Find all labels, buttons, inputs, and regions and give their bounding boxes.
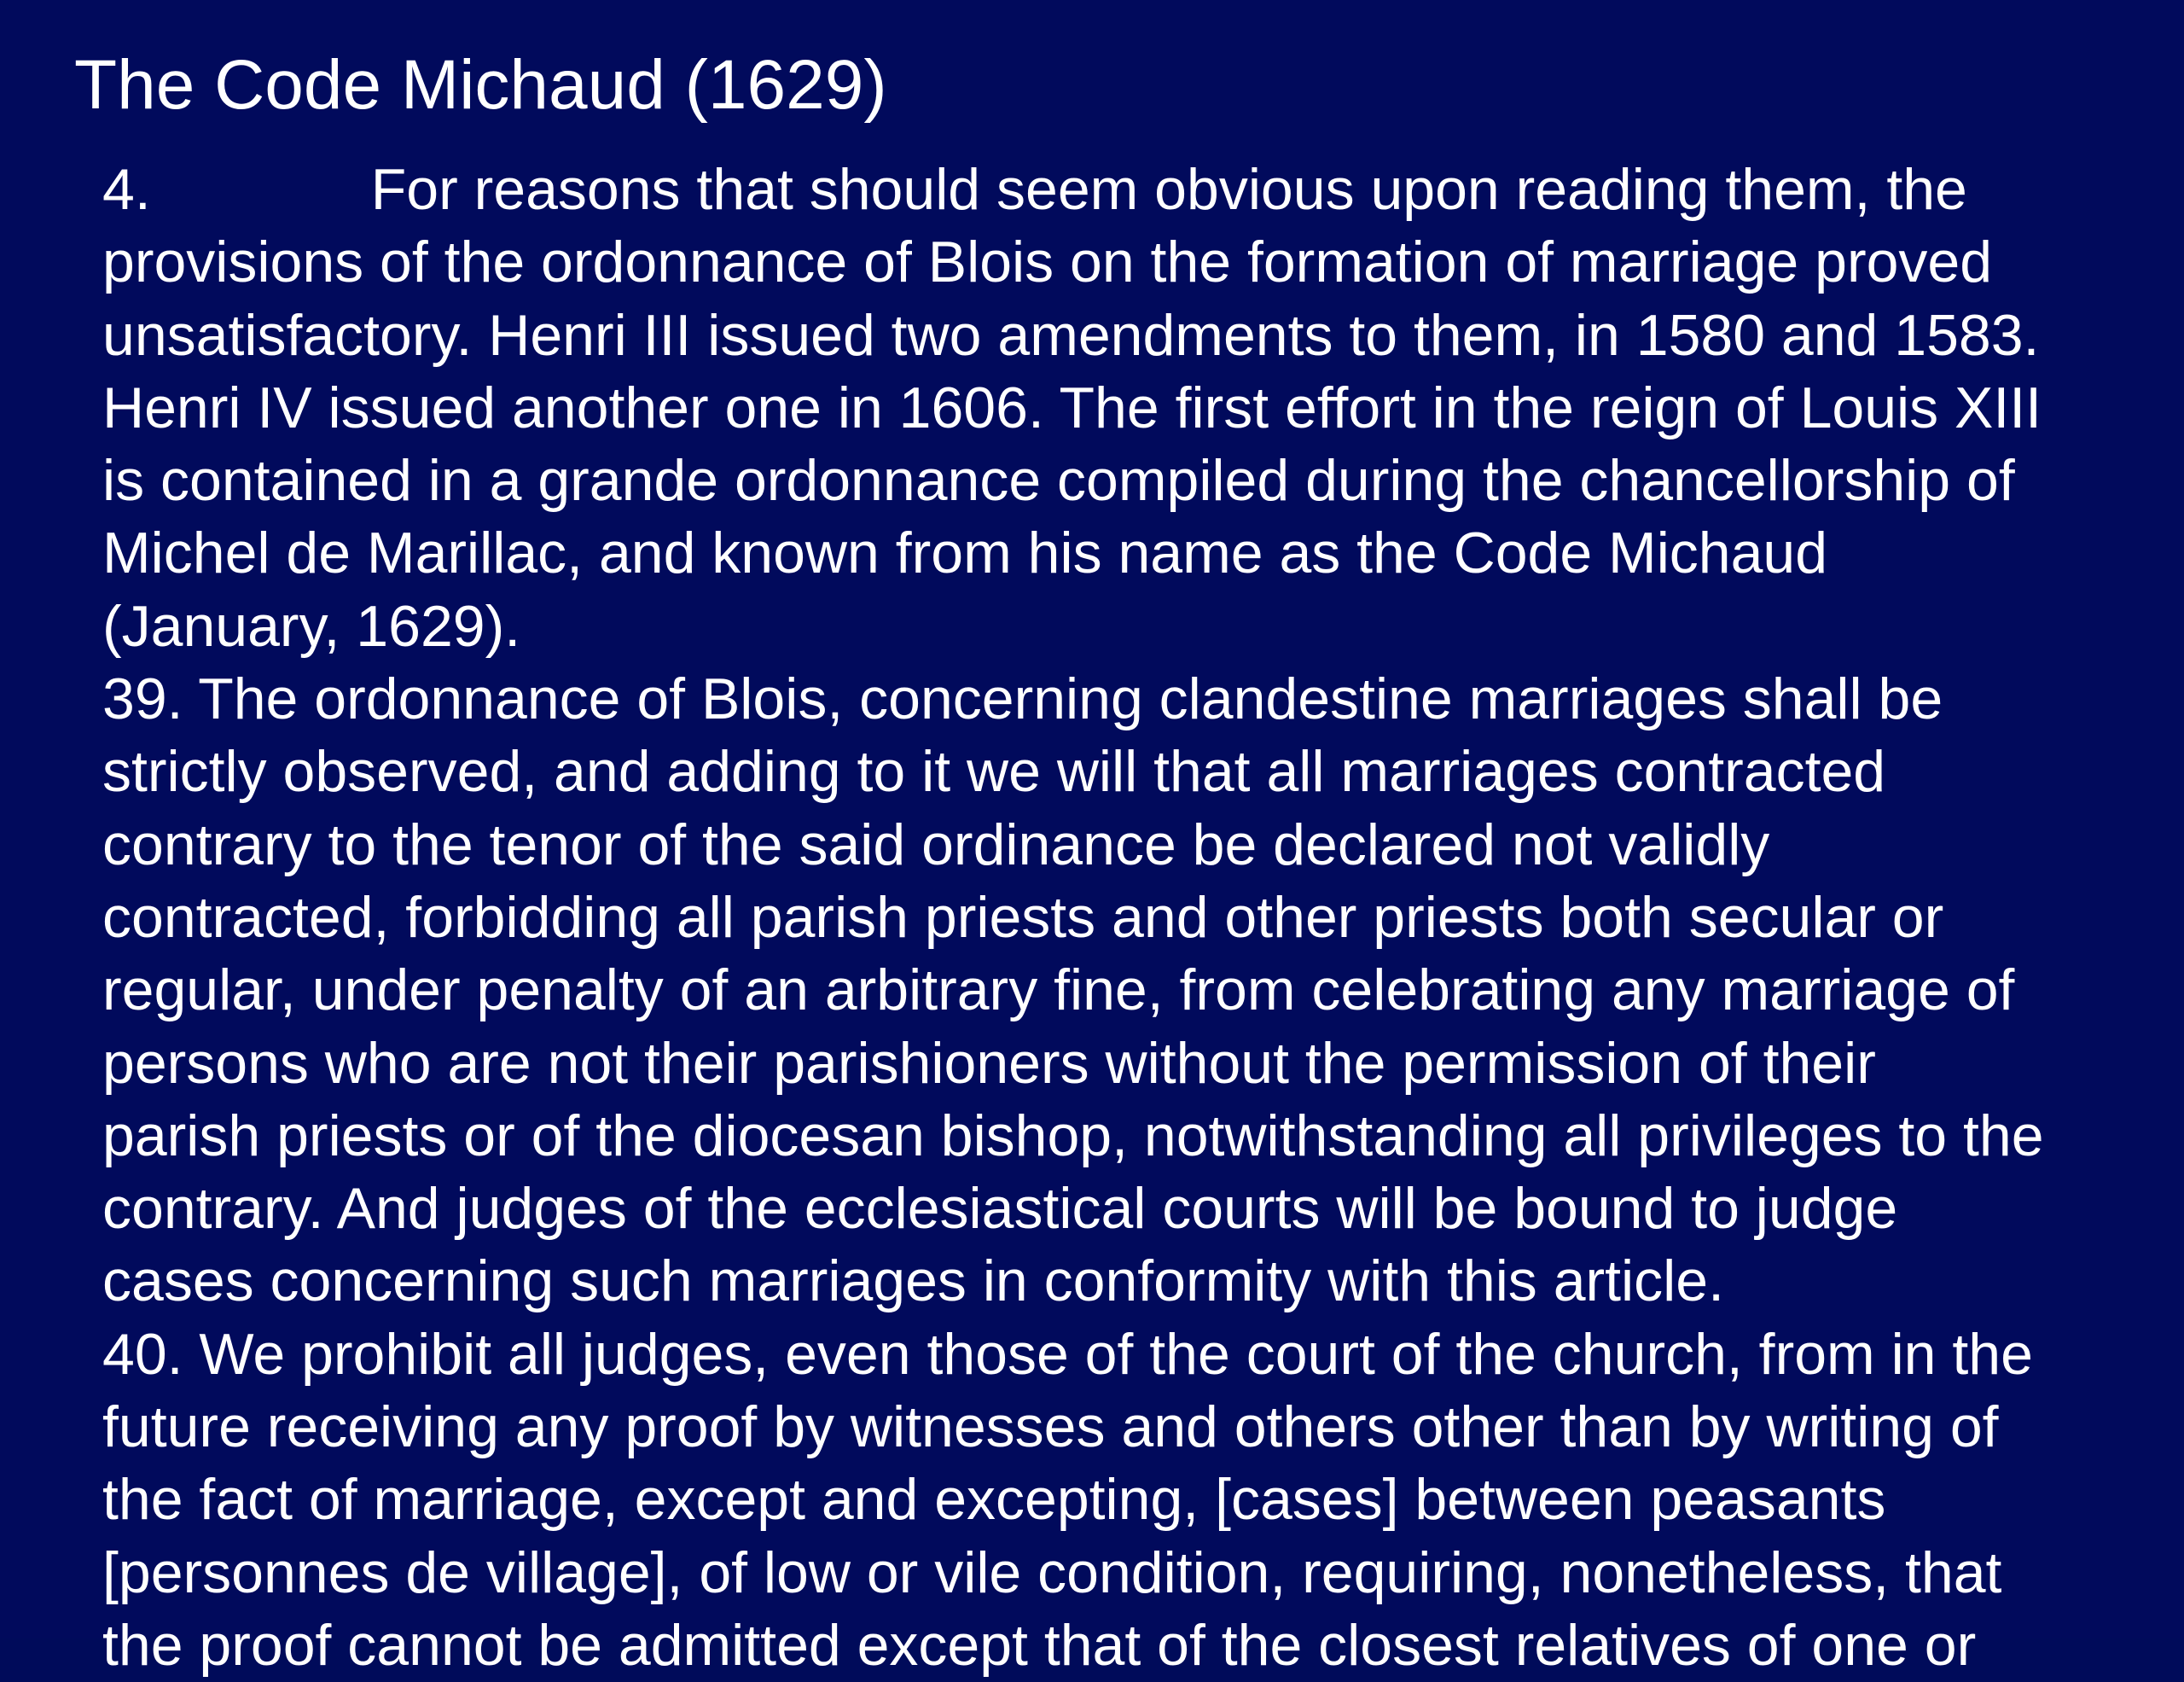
body-line: [personnes de village], of low or vile condition, requiring, nonetheless, that <box>102 1539 2002 1605</box>
body-line: 40. We prohibit all judges, even those of the court of the church, from in the <box>102 1321 2033 1387</box>
body-line: persons who are not their parishioners without the permission of their <box>102 1030 1876 1096</box>
body-line: contrary. And judges of the ecclesiastical courts will be bound to judge <box>102 1176 1898 1242</box>
body-line: regular, under penalty of an arbitrary fine, from celebrating any marriage of <box>102 957 2015 1023</box>
slide-title: The Code Michaud (1629) <box>74 46 887 124</box>
body-line: parish priests or of the diocesan bishop, notwithstanding all privileges to the <box>102 1103 2044 1168</box>
body-line: strictly observed, and adding to it we will that all marriages contracted <box>102 739 1886 805</box>
body-line: future receiving any proof by witnesses and others other than by writing of <box>102 1394 1999 1460</box>
body-line: the proof cannot be admitted except that of the closest relatives of one or <box>102 1612 1977 1678</box>
body-line: (January, 1629). <box>102 593 521 659</box>
body-line: Henri IV issued another one in 1606. The first effort in the reign of Louis XIII <box>102 375 2042 440</box>
body-line: 39. The ordonnance of Blois, concerning clandestine marriages shall be <box>102 666 1943 732</box>
paragraph-number: 4. <box>102 157 151 222</box>
body-line: is contained in a grande ordonnance compiled during the chancellorship of <box>102 448 2015 514</box>
body-line: contrary to the tenor of the said ordinance be declared not validly <box>102 812 1770 877</box>
body-line: cases concerning such marriages in conformity with this article. <box>102 1248 1724 1314</box>
body-line: the fact of marriage, except and excepting, [cases] between peasants <box>102 1467 1886 1533</box>
body-line: provisions of the ordonnance of Blois on the formation of marriage proved <box>102 230 1993 295</box>
body-line: Michel de Marillac, and known from his name as the Code Michaud <box>102 521 1828 586</box>
body-line: 4. For reasons that should seem obvious upon reading them, the <box>102 157 1967 222</box>
slide-body <box>102 154 2184 1682</box>
body-line: contracted, forbidding all parish priests and other priests both secular or <box>102 884 1944 950</box>
body-line: unsatisfactory. Henri III issued two amendments to them, in 1580 and 1583. <box>102 302 2040 368</box>
